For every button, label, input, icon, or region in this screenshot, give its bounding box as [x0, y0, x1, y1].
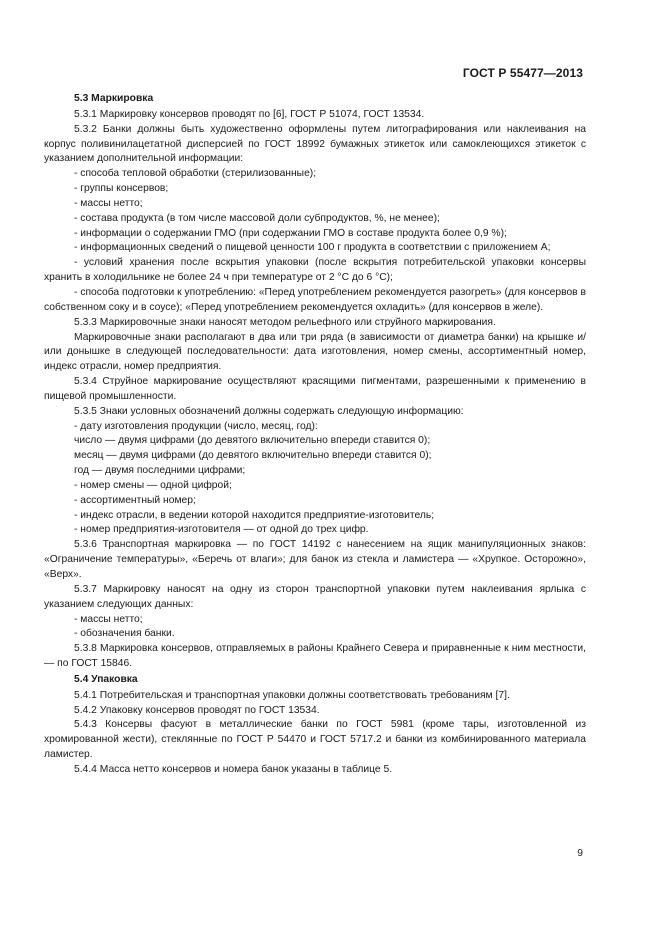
clause-5-4-4: 5.4.4 Масса нетто консервов и номера банок указаны в таблице 5.: [74, 763, 393, 775]
list-item: - дату изготовления продукции (число, месяц, год):: [74, 420, 318, 432]
list-item: - номер смены — одной цифрой;: [74, 479, 232, 491]
list-item: - индекс отрасли, в ведении которой находится предприятие-изготовитель;: [74, 509, 435, 521]
list-item: число — двумя цифрами (до девятого включительно впереди ставится 0);: [74, 435, 431, 447]
clause-5-3-6: 5.3.6 Транспортная маркировка — по ГОСТ 14192 с нанесением на ящик манипуляционных знаков: «Ограничение температуры», «Беречь от влаги»; для банок из стекла и ламистера — «Хрупкое. Осторожно», «Верх».: [44, 539, 586, 580]
document-body: [44, 92, 586, 778]
list-item: - условий хранения после вскрытия упаковки (после вскрытия потребительской упаковки консервы хранить в холодильнике не более 24 ч при температуре от 2 °С до 6 °С);: [44, 257, 586, 284]
list-item: - состава продукта (в том числе массовой доли субпродуктов, %, не менее);: [74, 212, 440, 224]
list-item: год — двумя последними цифрами;: [74, 465, 246, 477]
clause-5-3-2: 5.3.2 Банки должны быть художественно оформлены путем литографирования или наклеивания на корпус поливинилацетатной дисперсией по ГОСТ 18992 бумажных этикеток или самоклеющихся этикеток с указанием дополнительной информации:: [44, 123, 586, 165]
clause-5-3-1: 5.3.1 Маркировку консервов проводят по [6], ГОСТ Р 51074, ГОСТ 13534.: [74, 108, 425, 120]
list-item: - способа подготовки к употреблению: «Перед употреблением рекомендуется разогреть» (для консервов в собственном соку и в соусе); «Перед употреблением рекомендуется охладить» (для консервов в желе).: [44, 286, 586, 313]
clause-5-3-3-text: Маркировочные знаки располагают в два или три ряда (в зависимости от диаметра банки) на крышке и/или донышке в следующей последовательности: дата изготовления, номер смены, ассортиментный номер, индекс отрасли, номер предприятия.: [44, 331, 586, 373]
clause-5-4-1: 5.4.1 Потребительская и транспортная упаковки должны соответствовать требованиям [7].: [74, 689, 510, 701]
list-item: - способа тепловой обработки (стерилизованные);: [74, 168, 317, 180]
clause-5-3-4: 5.3.4 Струйное маркирование осуществляют красящими пигментами, разрешенными к применению в пищевой промышленности.: [44, 376, 586, 402]
clause-5-4-3: 5.4.3 Консервы фасуют в металлические банки по ГОСТ 5981 (кроме тары, изготовленной из хромированной жести), стеклянные по ГОСТ Р 54470 и ГОСТ 5717.2 и банки из комбинированного материала ламистер.: [44, 719, 586, 761]
list-item: - группы консервов;: [74, 183, 169, 195]
section-heading-packaging: 5.4 Упаковка: [74, 673, 138, 685]
list-item: - информационных сведений о пищевой ценности 100 г продукта в соответствии с приложением А;: [74, 242, 551, 254]
page-number: 9: [577, 848, 583, 859]
list-item: - обозначения банки.: [74, 628, 175, 640]
list-item: - номер предприятия-изготовителя — от одной до трех цифр.: [74, 524, 369, 536]
section-heading-marking: 5.3 Маркировка: [74, 93, 154, 104]
clause-5-3-3: 5.3.3 Маркировочные знаки наносят методом рельефного или струйного маркирования.: [74, 316, 496, 328]
list-item: месяц — двумя цифрами (до девятого включительно впереди ставится 0);: [74, 450, 432, 462]
clause-5-3-8: 5.3.8 Маркировка консервов, отправляемых в районы Крайнего Севера и приравненные к ним местности, — по ГОСТ 15846.: [44, 643, 586, 670]
clause-5-3-7: 5.3.7 Маркировку наносят на одну из сторон транспортной упаковки путем наклеивания ярлыка с указанием следующих данных:: [44, 583, 586, 610]
list-item: - массы нетто;: [74, 613, 143, 625]
list-item: - массы нетто;: [74, 197, 143, 209]
clause-5-3-5: 5.3.5 Знаки условных обозначений должны содержать следующую информацию:: [74, 405, 464, 417]
list-item: - ассортиментный номер;: [74, 494, 196, 506]
document-code: ГОСТ Р 55477—2013: [462, 66, 583, 80]
clause-5-4-2: 5.4.2 Упаковку консервов проводят по ГОСТ 13534.: [74, 704, 320, 716]
list-item: - информации о содержании ГМО (при содержании ГМО в составе продукта более 0,9 %);: [74, 227, 507, 239]
